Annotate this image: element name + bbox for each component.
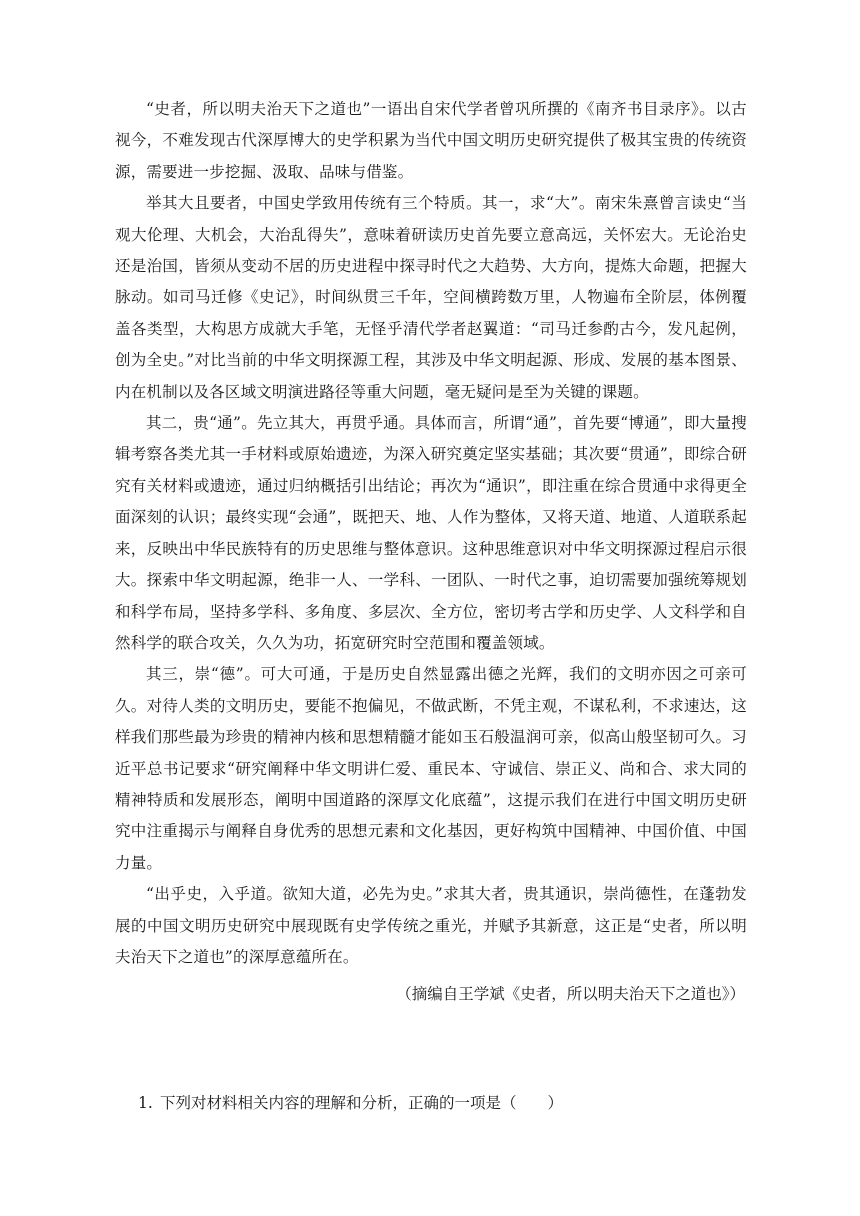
question-1 — [138, 1088, 738, 1118]
question-number: 1. — [138, 1094, 153, 1112]
source-citation: （摘编自王学斌《史者，所以明夫治天下之道也》） — [396, 985, 745, 1004]
paragraph-5: “出乎史，入乎道。欲知大道，必先为史。”求其大者，贵其通识，崇尚德性，在蓬勃发展的中国文明历史研究中展现既有史学传统之重光，并赋予其新意，这正是“史者，所以明夫治天下之道也”的深厚意蕴所在。 — [115, 885, 747, 966]
paragraph-3: 其二，贵“通”。先立其大，再贯乎通。具体而言，所谓“通”，首先要“博通”，即大量搜辑考察各类尤其一手材料或原始遗迹，为深入研究奠定坚实基础；其次要“贯通”，即综合研究有关材料或遗迹，通过归纳概括引出结论；再次为“通识”，即注重在综合贯通中求得更全面深刻的认识；最终实现“会通”，既把天、地、人作为整体，又将天道、地道、人道联系起来，反映出中华民族特有的历史思维与整体意识。这种思维意识对中华文明探源过程启示很大。探索中华文明起源，绝非一人、一学科、一团队、一时代之事，迫切需要加强统筹规划和科学布局，坚持多学科、多角度、多层次、全方位，密切考古学和历史学、人文科学和自然科学的联合攻关，久久为功，拓宽研究时空范围和覆盖领域。 — [115, 414, 747, 652]
paragraph-1: “史者，所以明夫治天下之道也”一语出自宋代学者曾巩所撰的《南齐书目录序》。以古视今，不难发现古代深厚博大的史学积累为当代中国文明历史研究提供了极其宝贵的传统资源，需要进一步挖掘、汲取、品味与借鉴。 — [115, 100, 747, 181]
paragraph-4: 其三，崇“德”。可大可通，于是历史自然显露出德之光辉，我们的文明亦因之可亲可久。对待人类的文明历史，要能不抱偏见，不做武断，不凭主观，不谋私利，不求速达，这样我们那些最为珍贵的精神内核和思想精髓才能如玉石般温润可亲，似高山般坚韧可久。习近平总书记要求“研究阐释中华文明讲仁爱、重民本、守诚信、崇正义、尚和合、求大同的精神特质和发展形态，阐明中国道路的深厚文化底蕴”，这提示我们在进行中国文明历史研究中注重揭示与阐释自身优秀的思想元素和文化基因，更好构筑中国精神、中国价值、中国力量。 — [115, 665, 747, 872]
article-body — [115, 94, 747, 1011]
paragraph-2: 举其大且要者，中国史学致用传统有三个特质。其一，求“大”。南宋朱熹曾言读史“当观大伦理、大机会，大治乱得失”，意味着研读历史首先要立意高远，关怀宏大。无论治史还是治国，皆须从变动不居的历史进程中探寻时代之大趋势、大方向，提炼大命题，把握大脉动。如司马迁修《史记》，时间纵贯三千年，空间横跨数万里，人物遍布全阶层，体例覆盖各类型，大构思方成就大手笔，无怪乎清代学者赵翼道：“司马迁参酌古今，发凡起例，创为全史。”对比当前的中华文明探源工程，其涉及中华文明起源、形成、发展的基本图景、内在机制以及各区域文明演进路径等重大问题，毫无疑问是至为关键的课题。 — [115, 194, 747, 401]
question-text: 下列对材料相关内容的理解和分析，正确的一项是（ ） — [160, 1094, 564, 1112]
